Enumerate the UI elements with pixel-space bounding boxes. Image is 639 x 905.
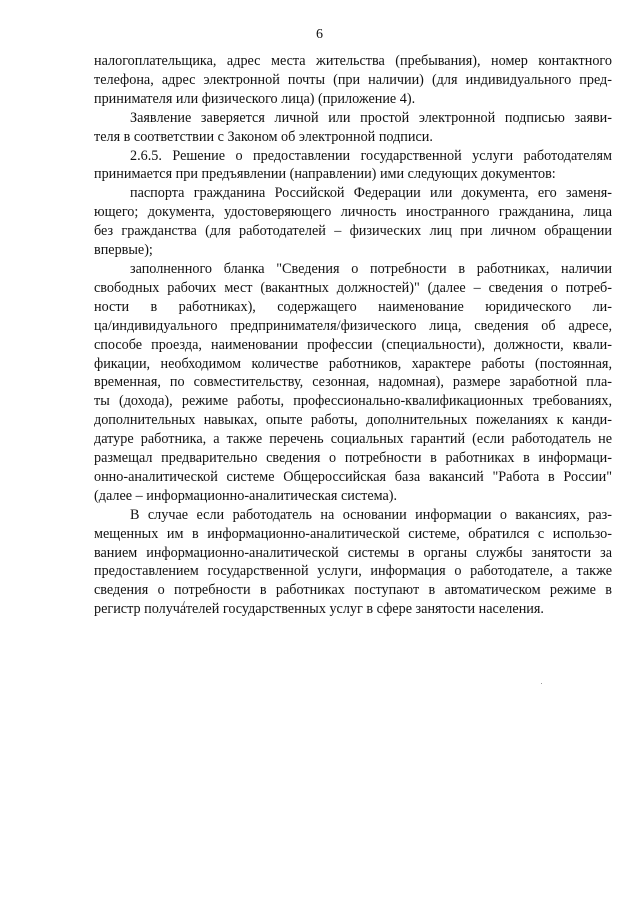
text-line: В случае если работодатель на основании информации о вакансиях, раз- bbox=[130, 506, 612, 523]
text-line: принимателя или физического лица) (приложение 4). bbox=[94, 90, 416, 107]
page-number: 6 bbox=[316, 27, 323, 42]
paragraph-3 bbox=[94, 147, 612, 185]
paragraph-6 bbox=[94, 506, 612, 619]
paragraph-1 bbox=[94, 52, 612, 109]
text-line: свободных рабочих мест (вакантных должностей)" (далее – сведения о потреб- bbox=[94, 279, 612, 296]
text-line: регистр получателей государственных услуг в сфере занятости населения. bbox=[94, 601, 544, 618]
scan-artifact-speck bbox=[541, 683, 542, 684]
paragraph-5 bbox=[94, 260, 612, 506]
text-line: заполненного бланка "Сведения о потребности в работниках, наличии bbox=[130, 260, 612, 277]
text-line: теля в соответствии с Законом об электронной подписи. bbox=[94, 128, 433, 145]
text-line: (далее – информационно-аналитическая система). bbox=[94, 487, 398, 504]
text-line: ванием информационно-аналитической системы в органы службы занятости за bbox=[94, 544, 612, 561]
text-line: телефона, адрес электронной почты (при наличии) (для индивидуального пред- bbox=[94, 71, 612, 88]
text-line: фикации, необходимом количестве работников, характере работы (постоянная, bbox=[94, 355, 612, 372]
paragraph-4 bbox=[94, 184, 612, 260]
document-body bbox=[94, 52, 612, 619]
text-line: дополнительных навыках, опыте работы, дополнительных пожеланиях к канди- bbox=[94, 412, 612, 429]
text-line: впервые); bbox=[94, 242, 153, 259]
text-line: способе проезда, наименовании профессии (специальности), должности, квали- bbox=[94, 336, 612, 353]
text-line: сведения о потребности в работниках поступают в автоматическом режиме в bbox=[94, 582, 612, 599]
paragraph-2 bbox=[94, 109, 612, 147]
text-line: Заявление заверяется личной или простой электронной подписью заяви- bbox=[130, 109, 612, 126]
text-line: паспорта гражданина Российской Федерации или документа, его заменя- bbox=[130, 185, 612, 202]
text-line: ющего; документа, удостоверяющего личность иностранного гражданина, лица bbox=[94, 204, 612, 221]
text-line: ности в работниках), содержащего наименование юридического ли- bbox=[94, 298, 612, 315]
text-line: онно-аналитической системе Общероссийская база вакансий "Работа в России" bbox=[94, 468, 612, 485]
text-line: предоставлением государственной услуги, информация о работодателе, а также bbox=[94, 563, 612, 580]
text-line: мещенных им в информационно-аналитической системе, обратился с использо- bbox=[94, 525, 612, 542]
text-line: ца/индивидуального предпринимателя/физического лица, сведения об адресе, bbox=[94, 317, 612, 334]
text-line: ты (дохода), режиме работы, профессионально-квалификационных требованиях, bbox=[94, 393, 612, 410]
text-line: датуре работника, а также перечень социальных гарантий (если работодатель не bbox=[94, 431, 612, 448]
text-line: временная, по совместительству, сезонная, надомная), размере заработной пла- bbox=[94, 374, 612, 391]
text-line: без гражданства (для работодателей – физических лиц при личном обращении bbox=[94, 223, 612, 240]
text-line: размещал предварительно сведения о потребности в работниках в информаци- bbox=[94, 450, 612, 467]
text-line: налогоплательщика, адрес места жительства (пребывания), номер контактного bbox=[94, 53, 612, 69]
text-line: 2.6.5. Решение о предоставлении государственной услуги работодателям bbox=[130, 147, 612, 164]
text-line: принимается при предъявлении (направлении) ими следующих документов: bbox=[94, 166, 556, 183]
